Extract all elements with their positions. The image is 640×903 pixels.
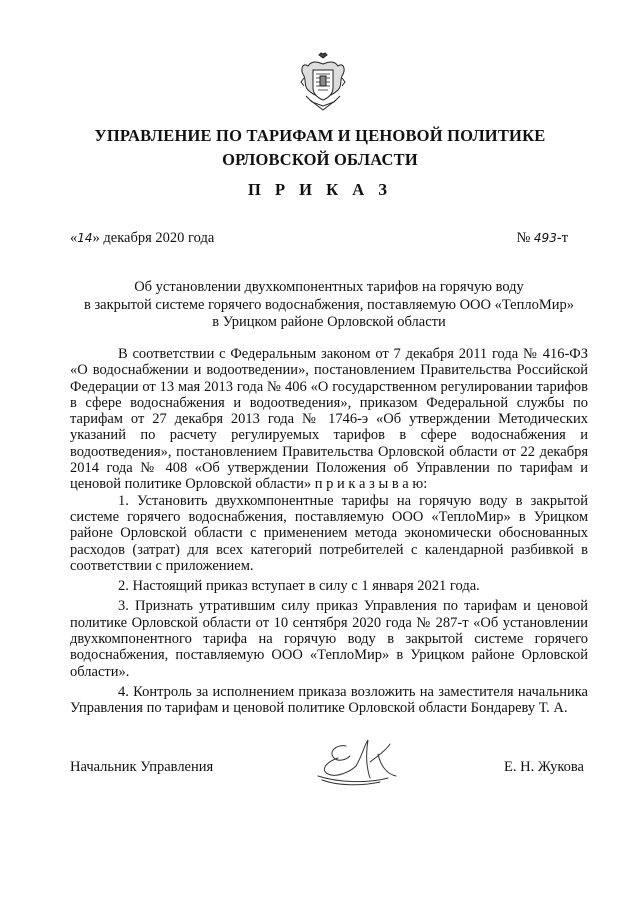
signatory-name: Е. Н. Жукова xyxy=(503,759,584,775)
date-rest: » декабря 2020 года xyxy=(92,230,215,246)
order-item-2: 2. Настоящий приказ вступает в силу с 1 января 2021 года. xyxy=(118,578,480,595)
date-quote-open: « xyxy=(70,230,78,246)
coat-of-arms-icon xyxy=(298,52,348,112)
order-body xyxy=(70,346,588,717)
order-item-1: 1. Установить двухкомпонентные тарифы на горячую воду в закрытой системе горячего водоснабжения, поставляемую ООО «ТеплоМир» в Урицком районе Орловской области с применением метода экономически обоснованных расходов (затрат) для всех категорий потребителей с календарной разбивкой в соответствии с приложением. xyxy=(70,492,588,574)
order-date xyxy=(70,230,214,247)
subject-line: в Урицком районе Орловской области xyxy=(212,314,446,330)
order-item-3: 3. Признать утратившим силу приказ Управления по тарифам и ценовой политике Орловской области от 10 сентября 2020 года № 287-т «Об установлении двухкомпонентного тарифа на горячую воду в закрытой системе горячего водоснабжения, поставляемую ООО «ТеплоМир» в Урицком районе Орловской области». xyxy=(70,598,588,680)
agency-region: ОРЛОВСКОЙ ОБЛАСТИ xyxy=(222,150,418,169)
number-handwritten: 493 xyxy=(533,231,557,245)
order-subject xyxy=(70,279,588,332)
handwritten-signature xyxy=(316,732,416,788)
subject-line: в закрытой системе горячего водоснабжения, поставляемую ООО «ТеплоМир» xyxy=(83,296,575,313)
document-type: П Р И К А З xyxy=(248,180,392,199)
signatory-position: Начальник Управления xyxy=(70,759,214,775)
agency-title: УПРАВЛЕНИЕ ПО ТАРИФАМ И ЦЕНОВОЙ ПОЛИТИКЕ xyxy=(94,126,546,145)
order-number xyxy=(516,230,568,247)
number-prefix: № xyxy=(516,230,534,246)
number-suffix: -т xyxy=(556,230,568,246)
subject-line: Об установлении двухкомпонентных тарифов на горячую воду xyxy=(134,279,524,295)
preamble-paragraph: В соответствии с Федеральным законом от 7 декабря 2011 года № 416-ФЗ «О водоснабжении и водоотведении», постановлением Правительства Российской Федерации от 13 мая 2013 года № 406 «О государственном регулировании тарифов в сфере водоснабжения и водоотведения», приказом Федеральной службы по тарифам от 27 декабря 2013 года № 1746-э «Об утверждении Методических указаний по расчету регулируемых тарифов в сфере водоснабжения и водоотведения», постановлением Правительства Орловской области от 22 декабря 2014 года № 408 «Об утверждении Положения об Управлении по тарифам и ценовой политике Орловской области» п р и к а з ы в а ю: xyxy=(70,346,588,493)
date-day-handwritten: 14 xyxy=(77,231,93,245)
order-item-4: 4. Контроль за исполнением приказа возложить на заместителя начальника Управления по тарифам и ценовой политике Орловской области Бондареву Т. А. xyxy=(70,683,588,717)
